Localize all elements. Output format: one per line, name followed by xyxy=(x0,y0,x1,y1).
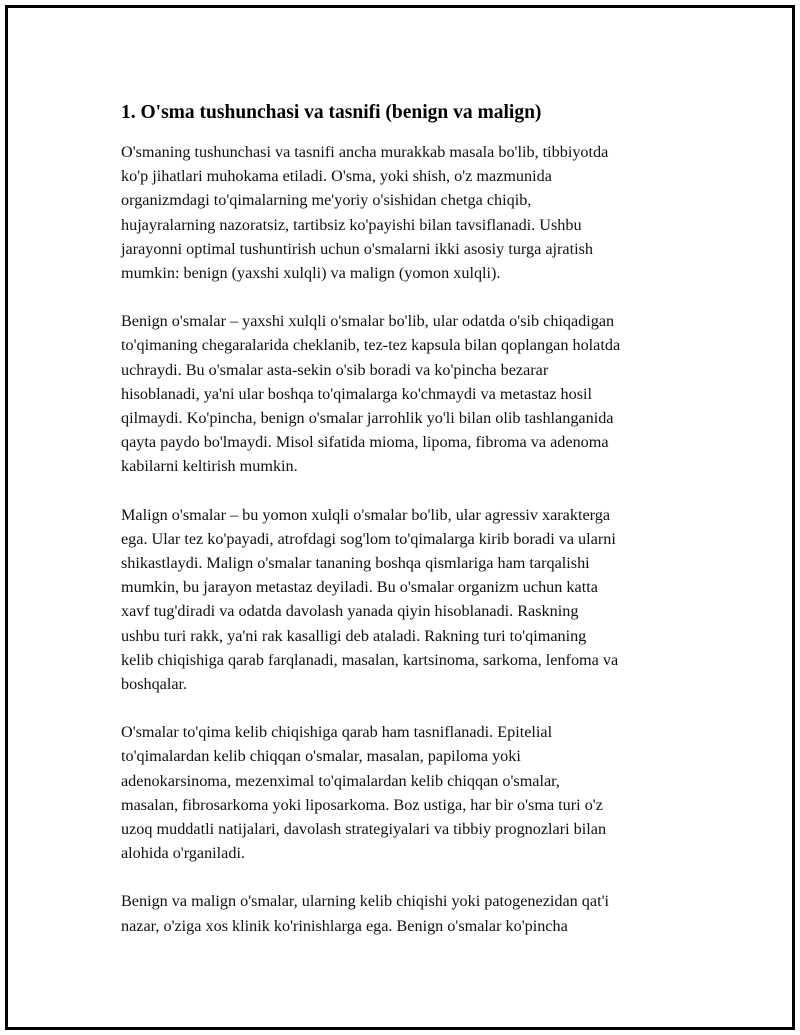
text-line: kabilarni keltirish mumkin. xyxy=(121,457,298,476)
text-line: qayta paydo bo'lmaydi. Misol sifatida mioma, lipoma, fibroma va adenoma xyxy=(121,433,609,452)
text-line: masalan, fibrosarkoma yoki liposarkoma. Boz ustiga, har bir o'sma turi o'z xyxy=(121,795,603,814)
text-line: mumkin: benign (yaxshi xulqli) va malign (yomon xulqli). xyxy=(121,264,501,283)
text-line: mumkin, bu jarayon metastaz deyiladi. Bu o'smalar organizm uchun katta xyxy=(121,578,598,597)
text-line: ushbu turi rakk, ya'ni rak kasalligi deb ataladi. Rakning turi to'qimaning xyxy=(121,626,587,645)
text-line: boshqalar. xyxy=(121,675,188,694)
text-line: organizmdagi to'qimalarning me'yoriy o'sishidan chetga chiqib, xyxy=(121,191,532,210)
document-body xyxy=(121,100,696,962)
text-line: xavf tug'diradi va odatda davolash yanada qiyin hisoblanadi. Raskning xyxy=(121,602,579,621)
text-line: qilmaydi. Ko'pincha, benign o'smalar jarrohlik yo'li bilan olib tashlanganida xyxy=(121,409,614,428)
text-line: nazar, o'ziga xos klinik ko'rinishlarga ega. Benign o'smalar ko'pincha xyxy=(121,916,568,935)
text-line: hujayralarning nazoratsiz, tartibsiz ko'payishi bilan tavsiflanadi. Ushbu xyxy=(121,215,582,234)
text-line: uchraydi. Bu o'smalar asta-sekin o'sib boradi va ko'pincha bezarar xyxy=(121,360,549,379)
text-line: O'smalar to'qima kelib chiqishiga qarab ham tasniflanadi. Epitelial xyxy=(121,723,553,742)
text-line: jarayonni optimal tushuntirish uchun o'smalarni ikki asosiy turga ajratish xyxy=(121,239,593,258)
text-line: hisoblanadi, ya'ni ular boshqa to'qimalarga ko'chmaydi va metastaz hosil xyxy=(121,384,593,403)
text-line: kelib chiqishiga qarab farqlanadi, masalan, kartsinoma, sarkoma, lenfoma va xyxy=(121,650,619,669)
text-line: alohida o'rganiladi. xyxy=(121,844,245,863)
text-line: shikastlaydi. Malign o'smalar tananing boshqa qismlariga ham tarqalishi xyxy=(121,554,590,573)
text-line: Benign o'smalar – yaxshi xulqli o'smalar bo'lib, ular odatda o'sib chiqadigan xyxy=(121,312,615,331)
text-line: ko'p jihatlari muhokama etiladi. O'sma, yoki shish, o'z mazmunida xyxy=(121,167,552,186)
text-line: uzoq muddatli natijalari, davolash strategiyalari va tibbiy prognozlari bilan xyxy=(121,820,607,839)
text-line: adenokarsinoma, mezenximal to'qimalardan kelib chiqqan o'smalar, xyxy=(121,771,560,790)
text-line: Benign va malign o'smalar, ularning kelib chiqishi yoki patogenezidan qat'i xyxy=(121,892,609,911)
paragraph-clinical xyxy=(121,889,696,937)
paragraph-tissue-origin xyxy=(121,720,696,865)
paragraph-malign xyxy=(121,503,696,697)
paragraph-benign xyxy=(121,309,696,478)
text-line: Malign o'smalar – bu yomon xulqli o'smalar bo'lib, ular agressiv xarakterga xyxy=(121,505,611,524)
page-frame xyxy=(5,5,795,1030)
section-heading: 1. O'sma tushunchasi va tasnifi (benign va malign) xyxy=(121,102,542,123)
text-line: ega. Ular tez ko'payadi, atrofdagi sog'lom to'qimalarga kirib boradi va ularni xyxy=(121,529,616,548)
text-line: to'qimalardan kelib chiqqan o'smalar, masalan, papiloma yoki xyxy=(121,747,521,766)
text-line: to'qimaning chegaralarida cheklanib, tez-tez kapsula bilan qoplangan holatda xyxy=(121,336,621,355)
paragraph-intro xyxy=(121,140,696,285)
text-line: O'smaning tushunchasi va tasnifi ancha murakkab masala bo'lib, tibbiyotda xyxy=(121,143,609,161)
